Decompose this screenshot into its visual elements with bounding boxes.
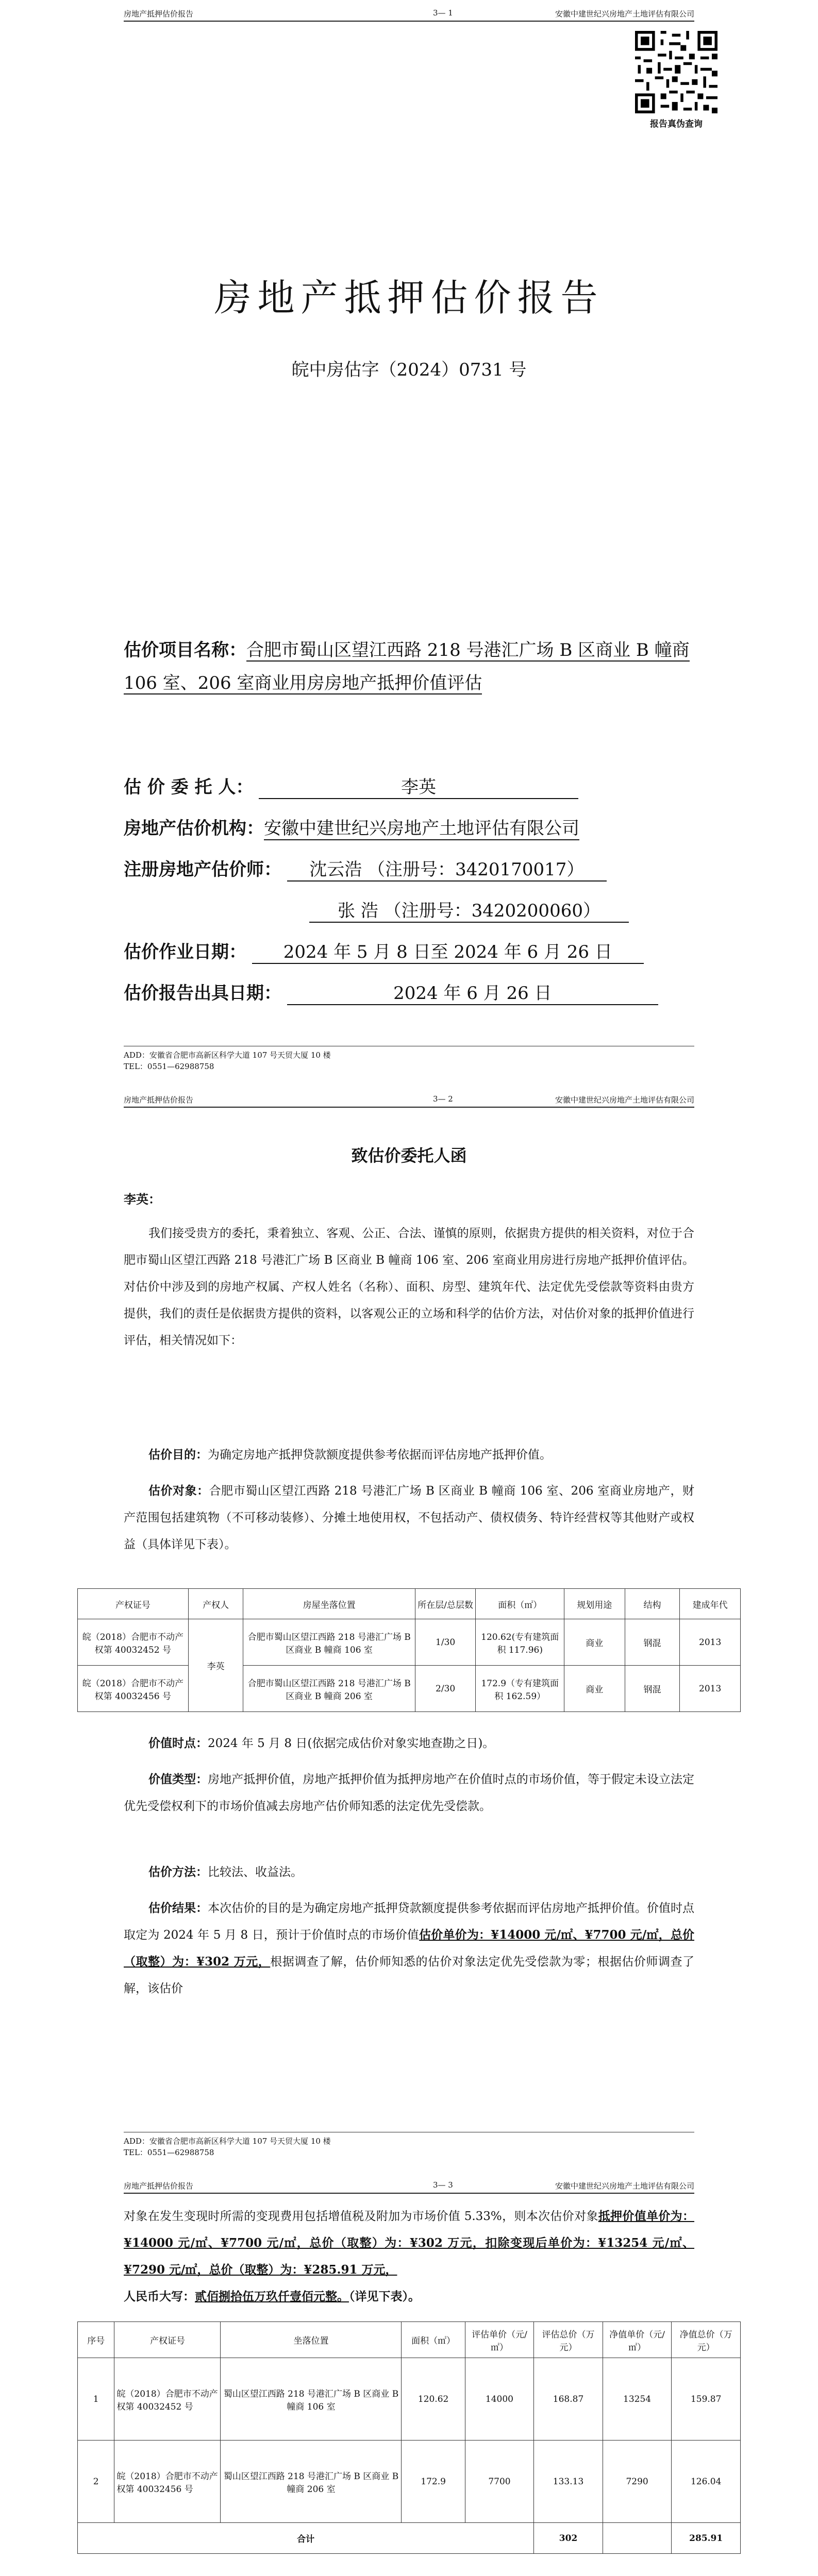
summary-para	[124, 2203, 694, 2310]
cell-net-unit: 7290	[603, 2441, 672, 2523]
header-page: 3— 1	[433, 8, 453, 18]
issue-date-row	[124, 979, 694, 1005]
appraiser-row-2	[309, 896, 694, 923]
purpose-text: 为确定房地产抵押贷款额度提供参考依据而评估房地产抵押价值。	[208, 1448, 552, 1462]
page-letter	[0, 1086, 818, 2163]
appraiser-row-1	[124, 855, 694, 882]
page-footer	[124, 1046, 694, 1074]
col-unit-price: 评估单价（元/㎡）	[465, 2322, 534, 2358]
report-title: 房地产抵押估价报告	[214, 276, 604, 319]
page-footer	[124, 2132, 694, 2160]
result-tail: 根据调查了解，估价师知悉的估价对象法定优先受偿款为零；根据估价师调查了解，该估价	[124, 1955, 694, 1995]
total-net: 285.91	[672, 2523, 741, 2554]
col-net-total: 净值总价（万元）	[672, 2322, 741, 2358]
object-label: 估价对象：	[148, 1484, 209, 1498]
cell-use: 商业	[564, 1666, 625, 1712]
project-name-row	[124, 634, 694, 700]
issue-date-label: 估价报告出具日期：	[124, 983, 281, 1004]
cell-net-unit: 13254	[603, 2358, 672, 2441]
cell-location: 合肥市蜀山区望江西路 218 号港汇广场 B 区商业 B 幢商 106 室	[243, 1619, 415, 1666]
cell-floor: 2/30	[415, 1666, 476, 1712]
col-location: 坐落位置	[221, 2322, 402, 2358]
header-page: 3— 3	[433, 2180, 453, 2190]
cell-cert: 皖（2018）合肥市不动产权第 40032452 号	[78, 1619, 189, 1666]
result-label: 估价结果：	[148, 1901, 208, 1915]
page-cover	[0, 0, 818, 1077]
value-type-label: 价值类型：	[148, 1772, 208, 1786]
cell-cert: 皖（2018）合肥市不动产权第 40032456 号	[114, 2441, 221, 2523]
cell-cert: 皖（2018）合肥市不动产权第 40032456 号	[78, 1666, 189, 1712]
cell-no: 1	[78, 2358, 114, 2441]
agency-row	[124, 814, 694, 840]
cell-net-total: 126.04	[672, 2441, 741, 2523]
agency-label: 房地产估价机构：	[124, 818, 264, 839]
result-para	[124, 1895, 694, 2002]
page-header	[124, 7, 694, 22]
cell-cert: 皖（2018）合肥市不动产权第 40032452 号	[114, 2358, 221, 2441]
appraiser-1: 沈云浩 （注册号：3420170017）	[287, 855, 607, 882]
net-value: 扣除变现后单价为：¥13254 元/㎡、¥7290 元/㎡，总价（取整）为：¥285.91 万元，	[124, 2236, 695, 2277]
header-left: 房地产抵押估价报告	[124, 2181, 194, 2191]
purpose-para	[124, 1442, 694, 1468]
work-date-row	[124, 938, 694, 964]
col-year: 建成年代	[680, 1589, 741, 1619]
cell-use: 商业	[564, 1619, 625, 1666]
table-header-row	[78, 2322, 741, 2358]
cell-location: 合肥市蜀山区望江西路 218 号港汇广场 B 区商业 B 幢商 206 室	[243, 1666, 415, 1712]
footer-tel: TEL：0551—62988758	[124, 1062, 214, 1071]
table-row	[78, 1666, 741, 1712]
table-total-row	[78, 2523, 741, 2554]
value-date-text: 2024 年 5 月 8 日(依据完成估价对象实地查勘之日)。	[208, 1737, 495, 1750]
header-right: 安徽中建世纪兴房地产土地评估有限公司	[555, 1095, 694, 1105]
cell-unit-price: 14000	[465, 2358, 534, 2441]
cell-no: 2	[78, 2441, 114, 2523]
header-left: 房地产抵押估价报告	[124, 1095, 194, 1105]
table-row	[78, 1619, 741, 1666]
qr-caption: 报告真伪查询	[650, 119, 703, 129]
method-text: 比较法、收益法。	[208, 1866, 303, 1879]
value-date-para	[124, 1730, 694, 1757]
property-table	[77, 1588, 741, 1712]
total-value: 302	[534, 2523, 603, 2554]
rmb-value: 贰佰捌拾伍万玖仟壹佰元整。	[195, 2290, 349, 2303]
issue-date-value: 2024 年 6 月 26 日	[287, 979, 658, 1005]
object-text: 合肥市蜀山区望江西路 218 号港汇广场 B 区商业 B 幢商 106 室、206 室商业房地产，财产范围包括建筑物（不可移动装修）、分摊土地使用权，不包括动产、债权债务、特许经营权等其他财产或权益（具体详见下表）。	[124, 1484, 694, 1551]
client-row	[124, 773, 694, 799]
page-header	[124, 1093, 694, 1108]
col-total-price: 评估总价（万元）	[534, 2322, 603, 2358]
letter-title: 致估价委托人函	[351, 1146, 467, 1165]
project-name-label: 估价项目名称：	[124, 640, 246, 660]
method-label: 估价方法：	[148, 1865, 208, 1879]
client-value: 李英	[259, 773, 578, 799]
cell-location: 蜀山区望江西路 218 号港汇广场 B 区商业 B 幢商 206 室	[221, 2441, 402, 2523]
qr-code-icon[interactable]	[635, 31, 717, 113]
value-type-text: 房地产抵押价值，房地产抵押价值为抵押房地产在价值时点的市场价值，等于假定未设立法定优先受偿权利下的市场价值减去房地产估价师知悉的法定优先受偿款。	[124, 1773, 695, 1813]
rmb-label: 人民币大写：	[124, 2290, 195, 2303]
project-name-value: 合肥市蜀山区望江西路 218 号港汇广场 B 区商业 B 幢商 106 室、206 室商业用房房地产抵押价值评估	[124, 640, 690, 693]
letter-intro: 我们接受贵方的委托，秉着独立、客观、公正、合法、谨慎的原则，依据贵方提供的相关资料，对位于合肥市蜀山区望江西路 218 号港汇广场 B 区商业 B 幢商 106 室、206 室商业用房进行房地产抵押价值评估。对估价中涉及到的房地产权属、产权人姓名（名称）、面积、房型、建筑年代、法定优先受偿款等资料由贵方提供，我们的责任是依据贵方提供的资料，以客观公正的立场和科学的估价方法，对估价对象的抵押价值进行评估，相关情况如下：	[124, 1227, 694, 1347]
cell-structure: 钢混	[625, 1666, 680, 1712]
cell-year: 2013	[680, 1666, 741, 1712]
method-para	[124, 1859, 694, 1886]
appraiser-label: 注册房地产估价师：	[124, 859, 281, 880]
col-net-unit: 净值单价（元/㎡）	[603, 2322, 672, 2358]
cell-area: 120.62(专有建筑面积 117.96)	[476, 1619, 564, 1666]
summary-text: 对象在发生变现时所需的变现费用包括增值税及附加为市场价值 5.33%，则本次估价对象	[124, 2210, 598, 2223]
appraiser-2: 张 浩 （注册号：3420200060）	[309, 896, 629, 923]
cell-total-price: 168.87	[534, 2358, 603, 2441]
col-area: 面积（㎡）	[476, 1589, 564, 1619]
footer-address: ADD：安徽省合肥市高新区科学大道 107 号天贸大厦 10 楼	[124, 2137, 331, 2146]
col-owner: 产权人	[188, 1589, 243, 1619]
total-label: 合计	[78, 2523, 534, 2554]
total-empty	[603, 2523, 672, 2554]
col-structure: 结构	[625, 1589, 680, 1619]
table-row	[78, 2358, 741, 2441]
cell-area: 120.62	[402, 2358, 465, 2441]
result-text: 本次估价的目的是为确定房地产抵押贷款额度提供参考依据而评估房地产抵押价值。价值时点取定为 2024 年 5 月 8 日，预计于价值时点的市场价值	[124, 1902, 695, 1942]
object-para	[124, 1478, 694, 1558]
table-header-row	[78, 1589, 741, 1619]
table-row	[78, 2441, 741, 2523]
mortgage-value: 抵押价值单价为：¥14000 元/㎡、¥7700 元/㎡，总价（取整）为：¥302 万元，	[124, 2209, 694, 2250]
result-value: 估价单价为：¥14000 元/㎡、¥7700 元/㎡，总价（取整）为：¥302 万元，	[124, 1928, 695, 1969]
report-number: 皖中房估字（2024）0731 号	[291, 360, 527, 380]
value-date-label: 价值时点：	[148, 1736, 208, 1750]
cell-location: 蜀山区望江西路 218 号港汇广场 B 区商业 B 幢商 106 室	[221, 2358, 402, 2441]
cell-area: 172.9	[402, 2441, 465, 2523]
agency-value: 安徽中建世纪兴房地产土地评估有限公司	[264, 814, 579, 840]
cell-floor: 1/30	[415, 1619, 476, 1666]
page-summary	[0, 2172, 818, 2576]
page-header	[124, 2179, 694, 2194]
client-label: 估 价 委 托 人：	[124, 777, 254, 798]
col-use: 规划用途	[564, 1589, 625, 1619]
value-type-para	[124, 1766, 694, 1820]
col-floor: 所在层/总层数	[415, 1589, 476, 1619]
cell-area: 172.9（专有建筑面积 162.59）	[476, 1666, 564, 1712]
cell-net-total: 159.87	[672, 2358, 741, 2441]
cell-unit-price: 7700	[465, 2441, 534, 2523]
rmb-tail: （详见下表）。	[349, 2290, 420, 2303]
work-date-label: 估价作业日期：	[124, 942, 246, 962]
col-location: 房屋坐落位置	[243, 1589, 415, 1619]
col-area: 面积（㎡）	[402, 2322, 465, 2358]
header-left: 房地产抵押估价报告	[124, 9, 194, 19]
purpose-label: 估价目的：	[148, 1448, 208, 1462]
valuation-table	[77, 2321, 741, 2554]
col-cert: 产权证号	[78, 1589, 189, 1619]
cell-total-price: 133.13	[534, 2441, 603, 2523]
cell-owner: 李英	[188, 1619, 243, 1712]
header-right: 安徽中建世纪兴房地产土地评估有限公司	[555, 9, 694, 19]
cell-structure: 钢混	[625, 1619, 680, 1666]
work-date-value: 2024 年 5 月 8 日至 2024 年 6 月 26 日	[252, 938, 644, 964]
col-cert: 产权证号	[114, 2322, 221, 2358]
footer-address: ADD：安徽省合肥市高新区科学大道 107 号天贸大厦 10 楼	[124, 1050, 331, 1060]
footer-tel: TEL：0551—62988758	[124, 2148, 214, 2157]
header-right: 安徽中建世纪兴房地产土地评估有限公司	[555, 2181, 694, 2191]
col-no: 序号	[78, 2322, 114, 2358]
cell-year: 2013	[680, 1619, 741, 1666]
header-page: 3— 2	[433, 1094, 453, 1104]
letter-salutation: 李英：	[124, 1192, 161, 1207]
